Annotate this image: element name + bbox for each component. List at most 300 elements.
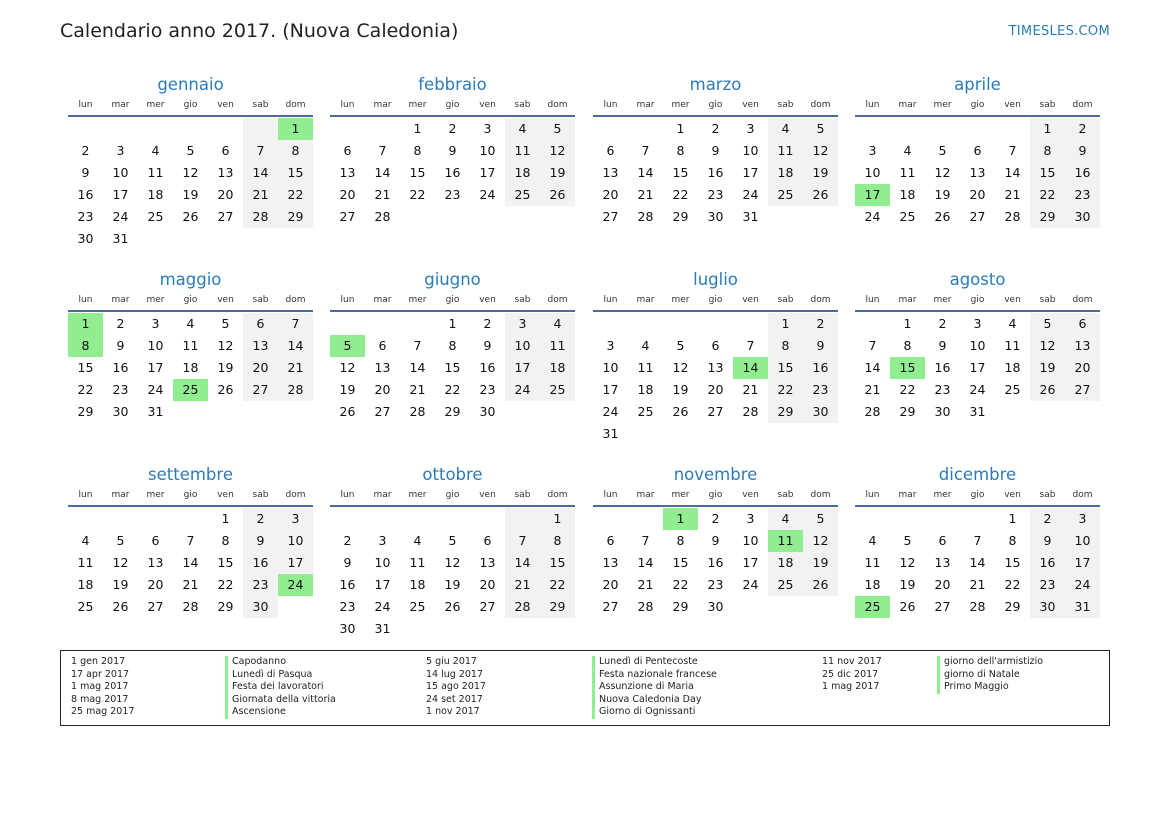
day-cell: 28 <box>637 599 654 614</box>
day-cell: 3 <box>606 338 615 353</box>
day-cell: 24 <box>1065 574 1100 596</box>
empty-cell <box>628 508 663 530</box>
day-cell: 6 <box>1065 313 1100 335</box>
day-cell: 31 <box>147 404 164 419</box>
day-cell: 21 <box>969 577 986 592</box>
day-cell: 18 <box>505 162 540 184</box>
legend-date-column <box>426 656 486 719</box>
day-cell: 4 <box>413 533 422 548</box>
weekday-label: lun <box>340 100 355 110</box>
day-cell: 18 <box>768 552 803 574</box>
day-cell: 3 <box>116 143 125 158</box>
holiday-day-cell: 8 <box>68 335 103 357</box>
weekday-header <box>68 293 313 312</box>
empty-cell <box>803 596 838 618</box>
weekday-label: lun <box>865 490 880 500</box>
legend-name-column <box>225 656 336 719</box>
weekday-label: lun <box>865 295 880 305</box>
day-grid <box>68 313 313 423</box>
day-cell: 26 <box>1030 379 1065 401</box>
day-grid <box>855 313 1100 423</box>
month-block <box>68 464 313 618</box>
empty-cell <box>803 423 838 445</box>
day-cell: 8 <box>768 335 803 357</box>
day-cell: 13 <box>969 165 986 180</box>
day-cell: 8 <box>676 533 685 548</box>
day-cell: 30 <box>112 404 129 419</box>
month-name: ottobre <box>422 465 483 484</box>
day-cell: 23 <box>934 382 951 397</box>
day-cell: 1 <box>1008 511 1017 526</box>
day-cell: 9 <box>711 143 720 158</box>
day-cell: 5 <box>221 316 230 331</box>
day-cell: 27 <box>934 599 951 614</box>
page-title: Calendario anno 2017. (Nuova Caledonia) <box>60 20 459 42</box>
day-cell: 26 <box>540 184 575 206</box>
day-cell: 14 <box>243 162 278 184</box>
day-cell: 9 <box>483 338 492 353</box>
day-cell: 2 <box>711 511 720 526</box>
weekday-label: sab <box>777 100 794 110</box>
day-cell: 29 <box>540 596 575 618</box>
day-cell: 10 <box>505 335 540 357</box>
day-cell: 24 <box>602 404 619 419</box>
day-cell: 9 <box>1030 530 1065 552</box>
legend-date: 25 dic 2017 <box>822 668 879 680</box>
day-cell: 24 <box>505 379 540 401</box>
empty-cell <box>435 618 470 640</box>
holiday-day-cell: 1 <box>663 508 698 530</box>
day-cell: 10 <box>112 165 129 180</box>
day-cell: 14 <box>182 555 199 570</box>
day-cell: 15 <box>217 555 234 570</box>
day-cell: 20 <box>707 382 724 397</box>
day-cell: 11 <box>899 165 916 180</box>
day-cell: 25 <box>768 574 803 596</box>
day-cell: 24 <box>374 599 391 614</box>
weekday-label: ven <box>217 490 234 500</box>
day-cell: 25 <box>77 599 94 614</box>
day-cell: 11 <box>864 555 881 570</box>
day-cell: 17 <box>1065 552 1100 574</box>
weekday-label: sab <box>514 490 531 500</box>
day-cell: 10 <box>278 530 313 552</box>
legend-date: 8 mag 2017 <box>71 693 129 705</box>
weekday-label: mer <box>671 100 690 110</box>
empty-cell <box>505 401 540 423</box>
day-cell: 29 <box>672 599 689 614</box>
legend-date: 1 mag 2017 <box>822 681 880 693</box>
weekday-label: sab <box>777 490 794 500</box>
day-cell: 30 <box>707 599 724 614</box>
day-cell: 22 <box>77 382 94 397</box>
day-cell: 9 <box>448 143 457 158</box>
legend-holiday-name: Assunzione di Maria <box>592 681 717 694</box>
day-grid <box>593 508 838 618</box>
day-cell: 14 <box>374 165 391 180</box>
day-cell: 10 <box>602 360 619 375</box>
empty-cell <box>768 596 803 618</box>
day-cell: 4 <box>768 118 803 140</box>
empty-cell <box>330 118 365 140</box>
day-cell: 21 <box>1004 187 1021 202</box>
empty-cell <box>470 508 505 530</box>
holiday-day-cell: 14 <box>733 357 768 379</box>
day-cell: 27 <box>602 599 619 614</box>
weekday-label: sab <box>252 100 269 110</box>
day-cell: 5 <box>116 533 125 548</box>
day-cell: 16 <box>112 360 129 375</box>
day-cell: 26 <box>672 404 689 419</box>
day-cell: 28 <box>969 599 986 614</box>
legend-holiday-name: Festa dei lavoratori <box>225 681 336 694</box>
weekday-label: sab <box>777 295 794 305</box>
weekday-label: mar <box>373 490 392 500</box>
day-cell: 23 <box>803 379 838 401</box>
weekday-header <box>68 488 313 507</box>
day-cell: 26 <box>803 574 838 596</box>
day-cell: 30 <box>339 621 356 636</box>
day-cell: 4 <box>81 533 90 548</box>
day-cell: 14 <box>637 165 654 180</box>
day-cell: 2 <box>116 316 125 331</box>
day-cell: 15 <box>1030 162 1065 184</box>
day-cell: 2 <box>711 121 720 136</box>
day-cell: 10 <box>479 143 496 158</box>
day-cell: 7 <box>1008 143 1017 158</box>
legend-date-column <box>822 656 882 694</box>
day-cell: 10 <box>147 338 164 353</box>
day-cell: 20 <box>217 187 234 202</box>
weekday-label: ven <box>479 100 496 110</box>
day-cell: 20 <box>479 577 496 592</box>
day-cell: 25 <box>147 209 164 224</box>
empty-cell <box>505 508 540 530</box>
empty-cell <box>628 118 663 140</box>
weekday-label: mer <box>146 100 165 110</box>
month-block <box>593 74 838 228</box>
holiday-day-cell: 25 <box>173 379 208 401</box>
day-cell: 17 <box>742 165 759 180</box>
day-cell: 15 <box>278 162 313 184</box>
weekday-label: dom <box>810 295 831 305</box>
empty-cell <box>628 313 663 335</box>
day-cell: 8 <box>1008 533 1017 548</box>
day-cell: 9 <box>711 533 720 548</box>
day-cell: 1 <box>540 508 575 530</box>
empty-cell <box>103 508 138 530</box>
day-cell: 1 <box>903 316 912 331</box>
day-cell: 29 <box>1030 206 1065 228</box>
day-cell: 5 <box>186 143 195 158</box>
empty-cell <box>855 313 890 335</box>
weekday-label: ven <box>479 295 496 305</box>
day-cell: 27 <box>243 379 278 401</box>
empty-cell <box>138 228 173 250</box>
day-cell: 22 <box>899 382 916 397</box>
day-cell: 3 <box>746 121 755 136</box>
day-cell: 20 <box>969 187 986 202</box>
day-cell: 9 <box>243 530 278 552</box>
day-cell: 19 <box>112 577 129 592</box>
empty-cell <box>208 118 243 140</box>
weekday-label: gio <box>445 490 460 500</box>
day-cell: 8 <box>676 143 685 158</box>
day-cell: 12 <box>803 140 838 162</box>
weekday-header <box>855 293 1100 312</box>
day-cell: 16 <box>243 552 278 574</box>
day-cell: 29 <box>77 404 94 419</box>
day-cell: 11 <box>1004 338 1021 353</box>
day-cell: 11 <box>77 555 94 570</box>
holiday-day-cell: 5 <box>330 335 365 357</box>
day-cell: 19 <box>672 382 689 397</box>
day-cell: 2 <box>81 143 90 158</box>
weekday-label: ven <box>742 295 759 305</box>
empty-cell <box>103 118 138 140</box>
day-cell: 13 <box>707 360 724 375</box>
weekday-label: mer <box>671 295 690 305</box>
day-cell: 14 <box>637 555 654 570</box>
empty-cell <box>593 508 628 530</box>
weekday-label: mar <box>636 100 655 110</box>
day-cell: 12 <box>182 165 199 180</box>
day-cell: 22 <box>409 187 426 202</box>
day-cell: 14 <box>969 555 986 570</box>
empty-cell <box>593 118 628 140</box>
legend-date: 15 ago 2017 <box>426 681 486 693</box>
day-cell: 18 <box>147 187 164 202</box>
weekday-label: mer <box>146 295 165 305</box>
day-cell: 5 <box>903 533 912 548</box>
weekday-label: dom <box>285 295 306 305</box>
day-cell: 18 <box>899 187 916 202</box>
day-cell: 17 <box>278 552 313 574</box>
day-cell: 6 <box>343 143 352 158</box>
day-cell: 1 <box>768 313 803 335</box>
day-cell: 4 <box>768 508 803 530</box>
empty-cell <box>173 228 208 250</box>
weekday-header <box>330 98 575 117</box>
day-cell: 16 <box>339 577 356 592</box>
weekday-label: ven <box>217 100 234 110</box>
day-cell: 1 <box>448 316 457 331</box>
month-name: marzo <box>689 75 742 94</box>
day-cell: 24 <box>112 209 129 224</box>
day-cell: 8 <box>1030 140 1065 162</box>
empty-cell <box>925 118 960 140</box>
holiday-day-cell: 24 <box>278 574 313 596</box>
day-cell: 2 <box>1030 508 1065 530</box>
legend-date: 11 nov 2017 <box>822 656 882 667</box>
legend-date-column <box>71 656 134 719</box>
day-cell: 22 <box>217 577 234 592</box>
day-cell: 31 <box>742 209 759 224</box>
day-cell: 28 <box>182 599 199 614</box>
month-name: aprile <box>954 75 1001 94</box>
day-cell: 9 <box>1065 140 1100 162</box>
month-block <box>593 464 838 618</box>
weekday-label: dom <box>810 100 831 110</box>
day-cell: 4 <box>868 533 877 548</box>
month-name: settembre <box>148 465 233 484</box>
month-name: gennaio <box>157 75 224 94</box>
holiday-day-cell: 15 <box>890 357 925 379</box>
day-cell: 18 <box>637 382 654 397</box>
day-cell: 3 <box>378 533 387 548</box>
empty-cell <box>540 618 575 640</box>
weekday-label: mar <box>111 490 130 500</box>
day-cell: 1 <box>1030 118 1065 140</box>
day-cell: 10 <box>969 338 986 353</box>
weekday-label: sab <box>514 295 531 305</box>
day-cell: 11 <box>409 555 426 570</box>
day-cell: 10 <box>374 555 391 570</box>
day-cell: 15 <box>409 165 426 180</box>
legend-date: 1 gen 2017 <box>71 656 126 667</box>
day-grid <box>330 313 575 423</box>
day-cell: 6 <box>221 143 230 158</box>
weekday-label: lun <box>865 100 880 110</box>
legend-holiday-name: Giornata della vittoria <box>225 694 336 707</box>
day-cell: 6 <box>151 533 160 548</box>
day-cell: 8 <box>413 143 422 158</box>
day-cell: 1 <box>221 511 230 526</box>
day-cell: 23 <box>707 577 724 592</box>
weekday-label: mar <box>373 100 392 110</box>
day-cell: 5 <box>803 118 838 140</box>
weekday-label: mar <box>111 295 130 305</box>
day-cell: 30 <box>803 401 838 423</box>
day-cell: 23 <box>112 382 129 397</box>
empty-cell <box>208 401 243 423</box>
day-cell: 29 <box>217 599 234 614</box>
empty-cell <box>855 508 890 530</box>
day-cell: 3 <box>868 143 877 158</box>
day-cell: 19 <box>217 360 234 375</box>
weekday-header <box>593 98 838 117</box>
day-cell: 6 <box>378 338 387 353</box>
day-cell: 6 <box>711 338 720 353</box>
legend-holiday-name: giorno di Natale <box>937 669 1043 682</box>
weekday-label: dom <box>547 295 568 305</box>
day-cell: 14 <box>409 360 426 375</box>
day-cell: 14 <box>1004 165 1021 180</box>
day-grid <box>68 508 313 618</box>
day-cell: 12 <box>899 555 916 570</box>
day-cell: 30 <box>243 596 278 618</box>
day-cell: 13 <box>934 555 951 570</box>
legend-holiday-name: Capodanno <box>225 656 336 669</box>
empty-cell <box>365 118 400 140</box>
day-cell: 13 <box>339 165 356 180</box>
weekday-header <box>593 293 838 312</box>
day-cell: 13 <box>602 555 619 570</box>
day-cell: 17 <box>479 165 496 180</box>
day-cell: 30 <box>1065 206 1100 228</box>
day-cell: 3 <box>746 511 755 526</box>
day-cell: 17 <box>112 187 129 202</box>
empty-cell <box>925 508 960 530</box>
day-cell: 11 <box>505 140 540 162</box>
legend-holiday-name: Lunedì di Pentecoste <box>592 656 717 669</box>
day-cell: 27 <box>1065 379 1100 401</box>
day-grid <box>593 313 838 445</box>
day-cell: 22 <box>444 382 461 397</box>
day-cell: 13 <box>374 360 391 375</box>
day-cell: 6 <box>483 533 492 548</box>
day-cell: 28 <box>409 404 426 419</box>
day-cell: 12 <box>934 165 951 180</box>
day-cell: 12 <box>1030 335 1065 357</box>
legend-date: 17 apr 2017 <box>71 668 130 680</box>
day-cell: 28 <box>637 209 654 224</box>
legend-holiday-name: Giorno di Ognissanti <box>592 706 717 719</box>
weekday-label: gio <box>708 295 723 305</box>
day-cell: 21 <box>374 187 391 202</box>
day-cell: 7 <box>413 338 422 353</box>
day-cell: 22 <box>768 379 803 401</box>
day-cell: 22 <box>1030 184 1065 206</box>
legend-date: 24 set 2017 <box>426 693 483 705</box>
day-cell: 19 <box>1030 357 1065 379</box>
brand-link[interactable]: TIMESLES.COM <box>1008 24 1110 39</box>
holiday-day-cell: 1 <box>68 313 103 335</box>
empty-cell <box>330 508 365 530</box>
day-grid <box>330 508 575 640</box>
empty-cell <box>68 508 103 530</box>
weekday-label: lun <box>78 295 93 305</box>
day-cell: 27 <box>217 209 234 224</box>
month-name: luglio <box>693 270 738 289</box>
day-cell: 3 <box>505 313 540 335</box>
weekday-label: dom <box>810 490 831 500</box>
day-cell: 20 <box>243 357 278 379</box>
day-cell: 9 <box>116 338 125 353</box>
day-cell: 25 <box>1004 382 1021 397</box>
day-cell: 21 <box>409 382 426 397</box>
day-cell: 13 <box>1065 335 1100 357</box>
day-cell: 15 <box>1004 555 1021 570</box>
day-cell: 26 <box>934 209 951 224</box>
day-cell: 27 <box>339 209 356 224</box>
empty-cell <box>733 423 768 445</box>
day-cell: 23 <box>243 574 278 596</box>
day-cell: 26 <box>803 184 838 206</box>
day-cell: 8 <box>903 338 912 353</box>
empty-cell <box>243 228 278 250</box>
day-cell: 21 <box>637 187 654 202</box>
day-cell: 23 <box>1065 184 1100 206</box>
legend-holiday-name: Ascensione <box>225 706 336 719</box>
day-cell: 17 <box>374 577 391 592</box>
weekday-label: gio <box>183 490 198 500</box>
day-cell: 23 <box>444 187 461 202</box>
empty-cell <box>138 508 173 530</box>
weekday-label: gio <box>708 100 723 110</box>
empty-cell <box>505 206 540 228</box>
day-cell: 25 <box>768 184 803 206</box>
day-cell: 18 <box>540 357 575 379</box>
empty-cell <box>540 401 575 423</box>
day-cell: 7 <box>641 143 650 158</box>
empty-cell <box>435 508 470 530</box>
day-cell: 2 <box>1065 118 1100 140</box>
empty-cell <box>365 313 400 335</box>
day-cell: 16 <box>444 165 461 180</box>
empty-cell <box>173 401 208 423</box>
month-block <box>68 269 313 423</box>
